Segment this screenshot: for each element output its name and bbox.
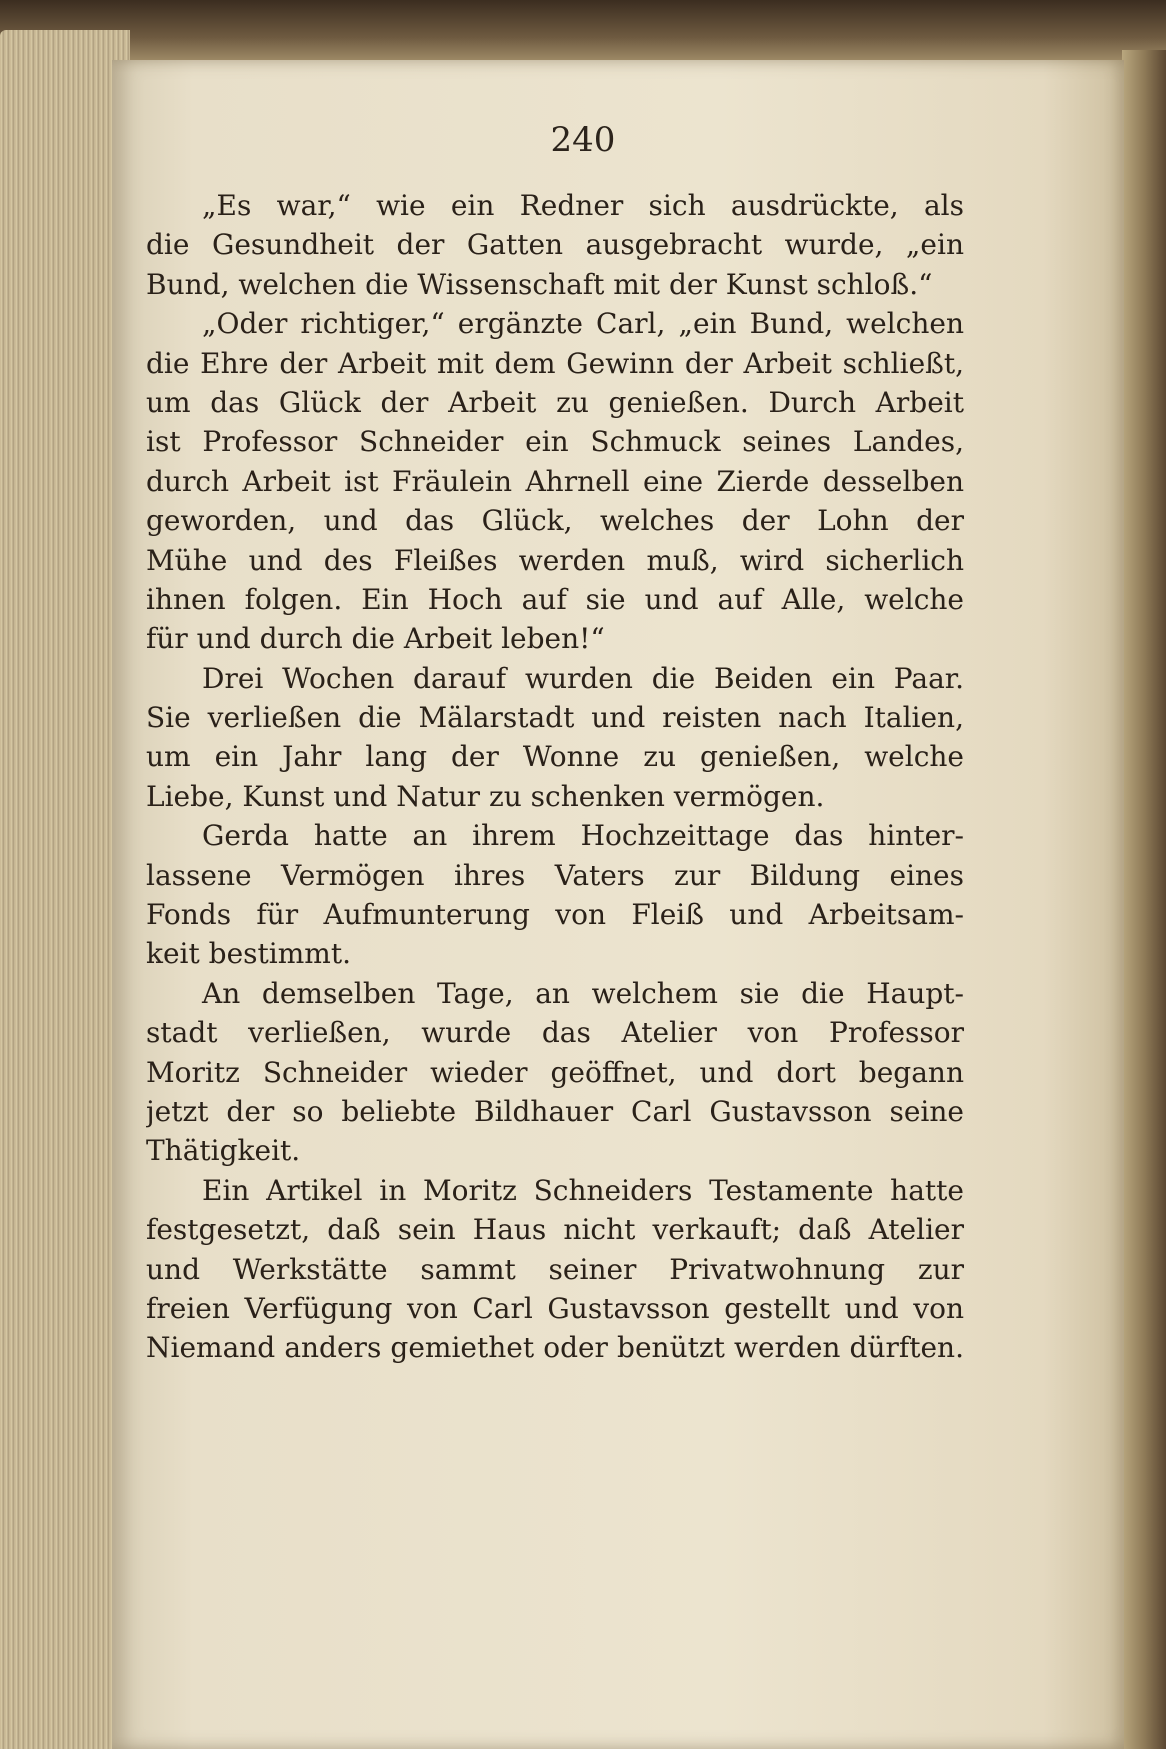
body-text [146,186,964,1368]
text-line: festgesetzt, daß sein Haus nicht verkauft; daß Atelier [146,1213,964,1247]
text-line: die Ehre der Arbeit mit dem Gewinn der Arbeit schließt, [146,346,964,380]
page-stack-edge [0,30,130,1749]
text-line: Drei Wochen darauf wurden die Beiden ein Paar. [202,661,964,695]
text-line: ist Professor Schneider ein Schmuck seines Landes, [146,425,964,459]
text-line: die Gesundheit der Gatten ausgebracht wurde, „ein [146,228,964,262]
text-line: „Es war,“ wie ein Redner sich ausdrückte, als [202,189,964,222]
text-line: Fonds für Aufmunterung von Fleiß und Arbeitsam- [146,898,964,932]
text-line: Bund, welchen die Wissenschaft mit der Kunst schloß.“ [146,267,933,301]
text-line: durch Arbeit ist Fräulein Ahrnell eine Zierde desselben [146,464,964,498]
text-line: lassene Vermögen ihres Vaters zur Bildung eines [146,858,964,892]
text-line: um das Glück der Arbeit zu genießen. Durch Arbeit [146,385,964,419]
page-number: 240 [550,120,616,160]
text-line: Niemand anders gemiethet oder benützt werden dürften. [146,1331,964,1365]
text-line: Moritz Schneider wieder geöffnet, und dort begann [146,1055,964,1089]
book-spine-edge [1122,50,1166,1749]
text-line: Sie verließen die Mälarstadt und reisten nach Italien, [146,701,964,735]
book-top-edge [0,0,1166,62]
text-line: um ein Jahr lang der Wonne zu genießen, welche [146,740,964,774]
text-line: Mühe und des Fleißes werden muß, wird sicherlich [146,543,964,577]
text-line: Thätigkeit. [146,1134,301,1168]
text-line: Ein Artikel in Moritz Schneiders Testamente hatte [202,1173,964,1207]
text-line: Liebe, Kunst und Natur zu schenken vermögen. [146,779,825,813]
text-line: geworden, und das Glück, welches der Lohn der [146,504,964,538]
text-line: freien Verfügung von Carl Gustavsson gestellt und von [146,1291,964,1325]
text-line: Gerda hatte an ihrem Hochzeittage das hinter- [202,819,964,853]
text-line: für und durch die Arbeit leben!“ [146,622,605,656]
text-line: und Werkstätte sammt seiner Privatwohnung zur [146,1252,964,1286]
text-line: ihnen folgen. Ein Hoch auf sie und auf Alle, welche [146,582,964,616]
text-line: „Oder richtiger,“ ergänzte Carl, „ein Bund, welchen [202,307,964,341]
text-line: An demselben Tage, an welchem sie die Haupt- [202,976,964,1010]
text-line: jetzt der so beliebte Bildhauer Carl Gustavsson seine [146,1094,964,1128]
text-line: stadt verließen, wurde das Atelier von Professor [146,1016,964,1050]
text-line: keit bestimmt. [146,937,351,971]
